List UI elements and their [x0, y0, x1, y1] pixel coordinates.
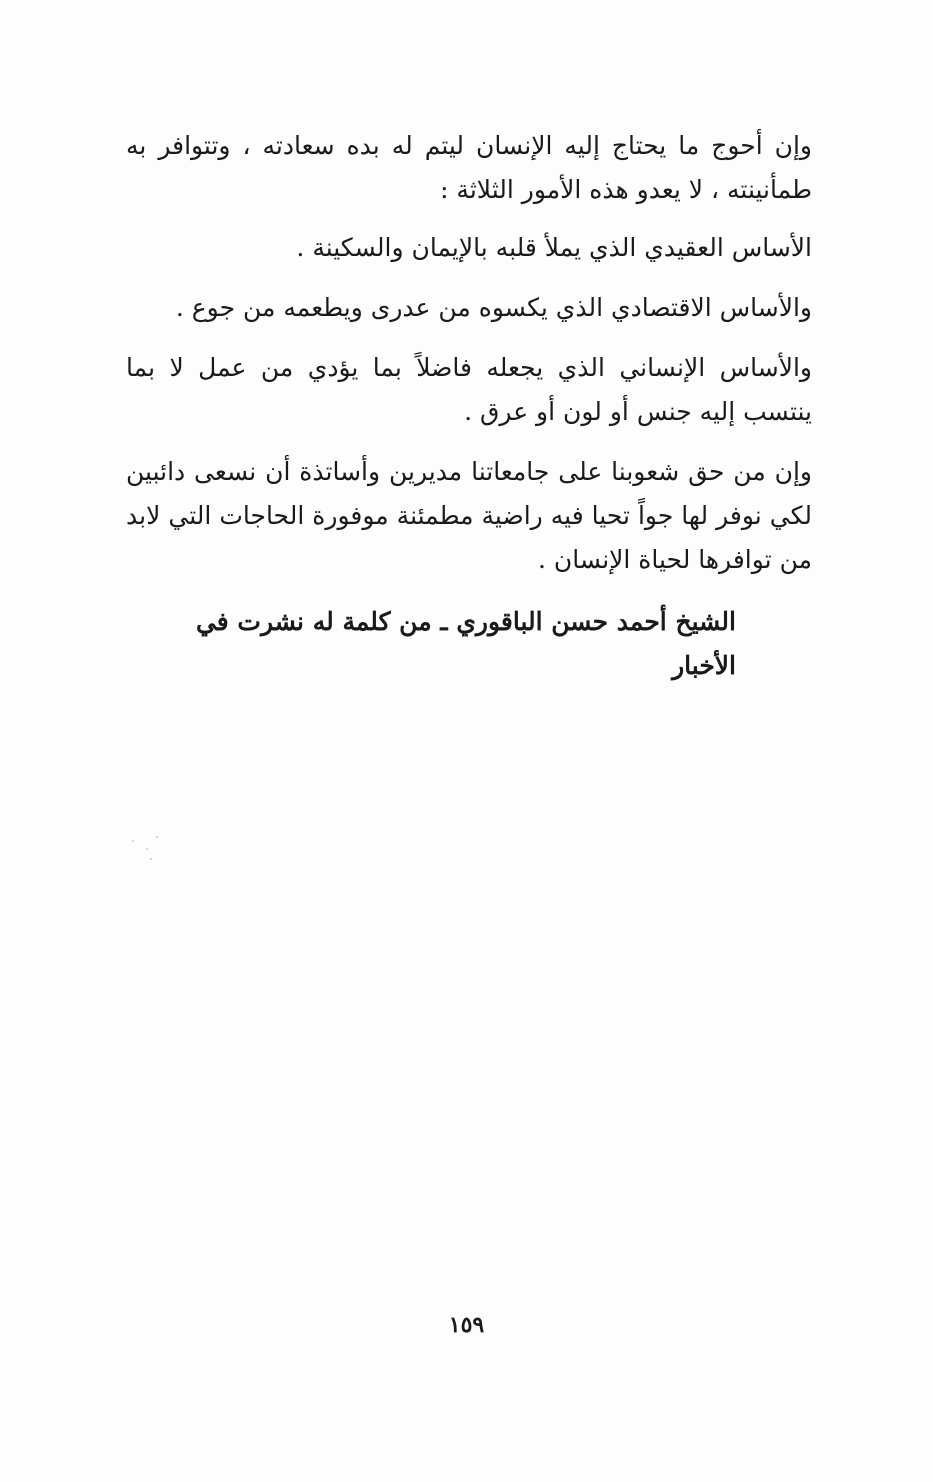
paragraph-universities: وإن من حق شعوبنا على جامعاتنا مديرين وأساتذة أن نسعى دائبين لكي نوفر لها جواً تحيا فيه راضية مطمئنة موفورة الحاجات التي لابد من توافرها لحياة الإنسان . [126, 457, 812, 574]
scan-speck [132, 840, 134, 842]
page-number: ١٥٩ [448, 1312, 485, 1338]
quote-attribution: الشيخ أحمد حسن الباقوري ـ من كلمة له نشرت في الأخبار [195, 607, 736, 680]
paragraph-creed-basis: الأساس العقيدي الذي يملأ قلبه بالإيمان والسكينة . [296, 233, 812, 262]
paragraph-economic-basis: والأساس الاقتصادي الذي يكسوه من عدرى ويطعمه من جوع . [175, 293, 812, 322]
scan-speck [146, 848, 148, 850]
scan-speck [156, 836, 158, 838]
paragraph-intro: وإن أحوج ما يحتاج إليه الإنسان ليتم له بده سعادته ، وتتوافر به طمأنينته ، لا يعدو هذه الأمور الثلاثة : [126, 131, 812, 204]
scan-speck [150, 858, 152, 860]
paragraph-human-basis: والأساس الإنساني الذي يجعله فاضلاً بما يؤدي من عمل لا بما ينتسب إليه جنس أو لون أو عرق . [126, 353, 812, 426]
